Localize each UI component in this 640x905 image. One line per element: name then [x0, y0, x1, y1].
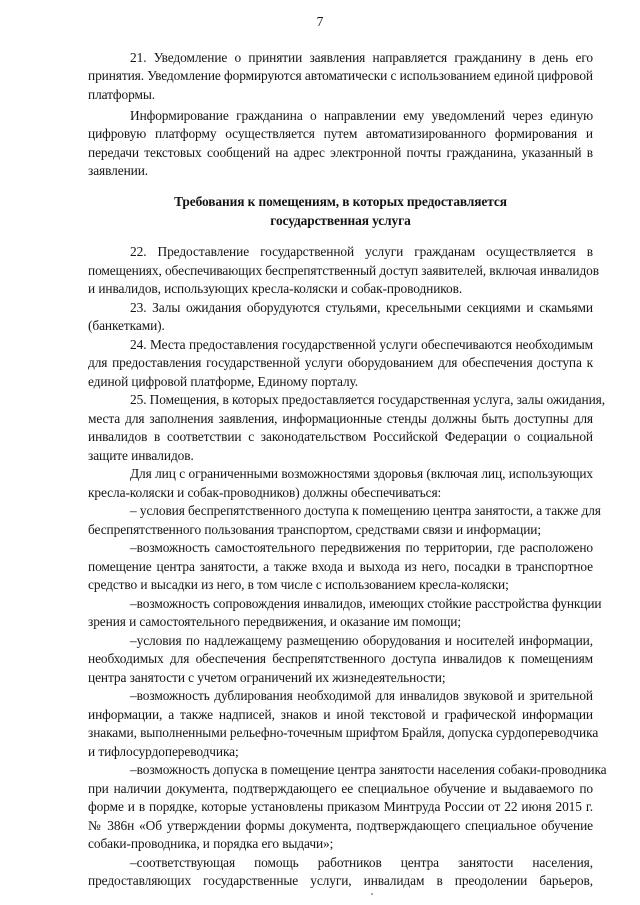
- text-line: 21. Уведомление о принятии заявления направляется гражданину в день его: [130, 50, 593, 65]
- section-heading-line: Требования к помещениям, в которых предоставляется: [174, 194, 507, 209]
- scan-speck: [371, 893, 373, 895]
- text-line: помещение центра занятости, а также входа и выхода из него, посадки в транспортное: [88, 559, 593, 574]
- text-line: заявлении.: [88, 163, 149, 178]
- text-line: платформы.: [88, 87, 155, 102]
- text-line: 24. Места предоставления государственной услуги обеспечиваются необходимым: [130, 337, 593, 352]
- text-line: защите инвалидов.: [88, 448, 194, 463]
- text-line: 23. Залы ожидания оборудуются стульями, кресельными секциями и скамьями: [130, 300, 593, 315]
- text-line: места для заполнения заявления, информационные стенды должны быть доступны для: [88, 411, 593, 426]
- text-line: собаки-проводника, и порядка его выдачи»;: [88, 836, 334, 851]
- text-line: беспрепятственного пользования транспортом, средствами связи и информации;: [88, 522, 541, 537]
- text-line: цифровую платформу осуществляется путем автоматизированного формирования и: [88, 126, 593, 141]
- text-line: 22. Предоставление государственной услуги гражданам осуществляется в: [130, 244, 593, 259]
- text-line: –условия по надлежащему размещению оборудования и носителей информации,: [130, 633, 593, 648]
- text-line: кресла-коляски и собак-проводников) должны обеспечиваться:: [88, 485, 442, 500]
- text-line: –возможность самостоятельного передвижения по территории, где расположено: [130, 540, 593, 555]
- text-line: 25. Помещения, в которых предоставляется государственная услуга, залы ожидания,: [130, 392, 605, 407]
- text-line: принятия. Уведомление формируются автоматически с использованием единой цифровой: [88, 68, 593, 83]
- text-line: зрения и самостоятельного передвижения, и оказание им помощи;: [88, 614, 461, 629]
- text-line: необходимых для обеспечения беспрепятственного доступа инвалидов к помещениям: [88, 651, 593, 666]
- text-line: помещениях, обеспечивающих беспрепятственный доступ заявителей, включая инвалидов: [88, 263, 599, 278]
- text-line: знаками, выполненными рельефно-точечным шрифтом Брайля, допуска сурдопереводчика: [88, 725, 599, 740]
- text-line: Для лиц с ограниченными возможностями здоровья (включая лиц, использующих: [130, 466, 593, 481]
- text-line: № 386н «Об утверждении формы документа, подтверждающего специальное обучение: [88, 818, 593, 833]
- text-line: (банкетками).: [88, 318, 165, 333]
- text-line: –соответствующая помощь работников центра занятости населения,: [130, 855, 593, 870]
- page-number: 7: [316, 14, 324, 29]
- text-line: для предоставления государственной услуги оборудованием для обеспечения доступа к: [88, 355, 593, 370]
- text-line: информации, а также надписей, знаков и иной текстовой и графической информации: [88, 707, 593, 722]
- section-heading-line: государственная услуга: [270, 213, 411, 228]
- text-line: центра занятости с учетом ограничений их жизнедеятельности;: [88, 670, 446, 685]
- text-line: – условия беспрепятственного доступа к помещению центра занятости, а также для: [130, 503, 601, 518]
- text-line: и инвалидов, использующих кресла-коляски и собак-проводников.: [88, 281, 463, 296]
- text-line: предоставляющих государственные услуги, инвалидам в преодолении барьеров,: [88, 873, 593, 888]
- text-line: единой цифровой платформе, Единому порталу.: [88, 374, 359, 389]
- text-line: –возможность дублирования необходимой для инвалидов звуковой и зрительной: [130, 688, 593, 703]
- text-line: передачи текстовых сообщений на адрес электронной почты гражданина, указанный в: [88, 145, 593, 160]
- text-line: Информирование гражданина о направлении ему уведомлений через единую: [130, 108, 593, 123]
- text-line: средство и высадки из него, в том числе с использованием кресла-коляски;: [88, 577, 509, 592]
- text-line: при наличии документа, подтверждающего ее специальное обучение и выдаваемого по: [88, 781, 593, 796]
- text-line: –возможность сопровождения инвалидов, имеющих стойкие расстройства функции: [130, 596, 602, 611]
- text-line: –возможность допуска в помещение центра занятости населения собаки-проводника: [130, 762, 607, 777]
- text-line: форме и в порядке, которые установлены приказом Минтруда России от 22 июня 2015 г.: [88, 799, 593, 814]
- text-line: инвалидов в соответствии с законодательством Российской Федерации о социальной: [88, 429, 593, 444]
- text-line: и тифлосурдопереводчика;: [88, 744, 239, 759]
